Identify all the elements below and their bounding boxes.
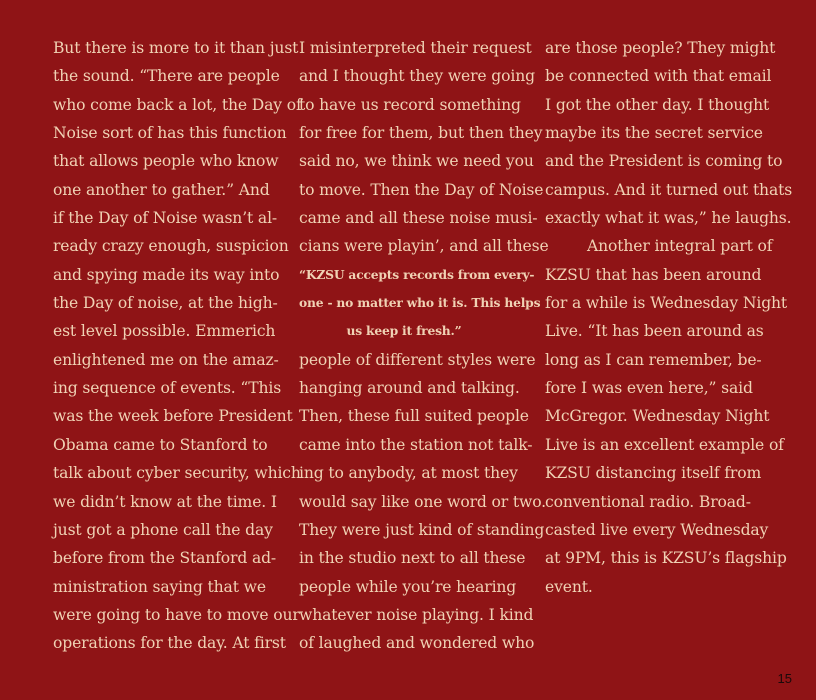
text-line: came and all these noise musi- bbox=[299, 209, 538, 228]
pull-quote-line: us keep it fresh.” bbox=[346, 323, 462, 339]
text-line: came into the station not talk- bbox=[299, 435, 533, 454]
text-line: maybe its the secret service bbox=[545, 124, 763, 143]
text-line: who come back a lot, the Day of bbox=[53, 95, 302, 114]
text-line: ministration saying that we bbox=[53, 577, 266, 596]
text-line: est level possible. Emmerich bbox=[53, 322, 276, 341]
text-line: operations for the day. At first bbox=[53, 634, 286, 653]
text-line: in the studio next to all these bbox=[299, 549, 526, 568]
text-line: for free for them, but then they bbox=[299, 124, 543, 143]
text-line: campus. And it turned out thats bbox=[545, 180, 793, 199]
text-line: that allows people who know bbox=[53, 152, 279, 171]
text-line: I got the other day. I thought bbox=[545, 95, 770, 114]
pull-quote-line: “KZSU accepts records from every- bbox=[299, 266, 535, 282]
text-line: of laughed and wondered who bbox=[299, 634, 535, 653]
page-number: 15 bbox=[777, 671, 792, 686]
text-line: KZSU distancing itself from bbox=[545, 464, 762, 483]
text-line: to move. Then the Day of Noise bbox=[299, 180, 544, 199]
text-line: Live is an excellent example of bbox=[545, 435, 784, 454]
text-line: for a while is Wednesday Night bbox=[545, 294, 788, 313]
text-line: before from the Stanford ad- bbox=[53, 549, 277, 568]
text-line: people while you’re hearing bbox=[299, 577, 517, 596]
text-line: are those people? They might bbox=[545, 39, 776, 57]
column-2 bbox=[299, 34, 549, 658]
column-3 bbox=[545, 34, 793, 601]
text-line: just got a phone call the day bbox=[53, 520, 273, 539]
text-line: conventional radio. Broad- bbox=[545, 492, 751, 511]
text-line: Obama came to Stanford to bbox=[53, 435, 268, 454]
text-line: if the Day of Noise wasn’t al- bbox=[53, 209, 278, 228]
text-line: cians were playin’, and all these bbox=[299, 237, 549, 256]
text-line: at 9PM, this is KZSU’s flagship bbox=[545, 549, 787, 568]
text-line: Then, these full suited people bbox=[299, 407, 529, 426]
column-1 bbox=[53, 34, 302, 658]
text-line: But there is more to it than just bbox=[53, 39, 299, 57]
pull-quote-line: one - no matter who it is. This helps bbox=[299, 295, 541, 311]
text-line: be connected with that email bbox=[545, 67, 772, 86]
text-line: ing sequence of events. “This bbox=[53, 379, 282, 398]
text-line: said no, we think we need you bbox=[299, 152, 534, 171]
text-line: was the week before President bbox=[53, 407, 293, 426]
text-line: we didn’t know at the time. I bbox=[53, 492, 277, 511]
text-line: McGregor. Wednesday Night bbox=[545, 407, 770, 426]
text-line: casted live every Wednesday bbox=[545, 520, 769, 539]
text-line: and I thought they were going bbox=[299, 67, 535, 86]
text-line: KZSU that has been around bbox=[545, 265, 762, 284]
text-line: Live. “It has been around as bbox=[545, 322, 764, 341]
text-line: whatever noise playing. I kind bbox=[299, 605, 534, 624]
text-line: the Day of noise, at the high- bbox=[53, 294, 278, 313]
text-line: ing to anybody, at most they bbox=[299, 464, 518, 483]
text-line: I misinterpreted their request bbox=[299, 39, 532, 57]
text-line: were going to have to move our bbox=[53, 605, 300, 624]
text-line: and the President is coming to bbox=[545, 152, 783, 171]
text-line: the sound. “There are people bbox=[53, 67, 280, 86]
text-line: hanging around and talking. bbox=[299, 379, 520, 398]
text-line: exactly what it was,” he laughs. bbox=[545, 209, 792, 228]
pull-quote bbox=[299, 261, 541, 346]
text-line: would say like one word or two. bbox=[299, 492, 546, 511]
text-line: enlightened me on the amaz- bbox=[53, 350, 279, 369]
text-line: long as I can remember, be- bbox=[545, 350, 762, 369]
text-line: to have us record something bbox=[299, 95, 521, 114]
text-line: and spying made its way into bbox=[53, 265, 280, 284]
text-line: Another integral part of bbox=[587, 237, 773, 256]
text-line: They were just kind of standing bbox=[299, 520, 545, 539]
text-line: Noise sort of has this function bbox=[53, 124, 287, 143]
text-line: ready crazy enough, suspicion bbox=[53, 237, 289, 256]
text-line: talk about cyber security, which bbox=[53, 464, 301, 483]
text-line: fore I was even here,” said bbox=[545, 379, 753, 398]
text-line: people of different styles were bbox=[299, 350, 536, 369]
text-line: event. bbox=[545, 577, 593, 596]
text-line: one another to gather.” And bbox=[53, 180, 270, 199]
